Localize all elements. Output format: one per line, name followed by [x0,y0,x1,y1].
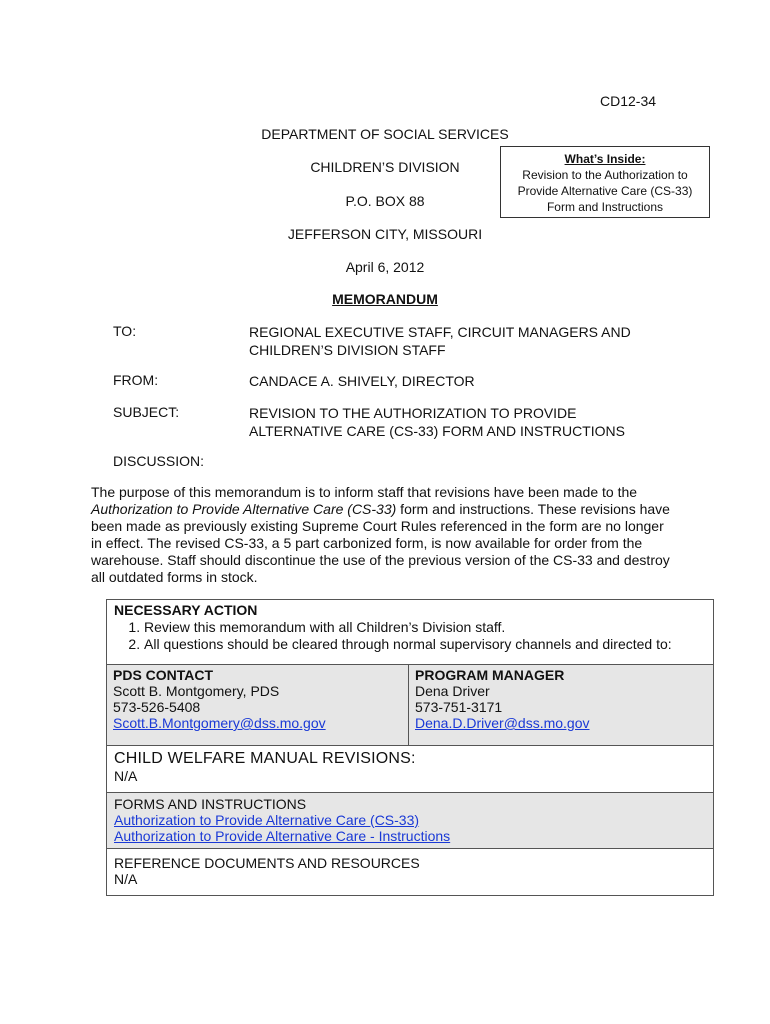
subject-value [249,404,625,440]
city-state: JEFFERSON CITY, MISSOURI [287,226,483,242]
contacts-row [106,664,714,746]
discussion-label: DISCUSSION: [113,453,205,469]
list-item: 2. All questions should be cleared through normal supervisory channels and directed to: [144,636,706,653]
program-manager-name: Dena Driver [415,683,490,699]
subject-line: ALTERNATIVE CARE (CS-33) FORM AND INSTRUCTIONS [249,423,625,439]
discussion-text: form and instructions. These revisions have been made as previously existing Supreme Court Rules referenced in the form are no longer in effect. The revised CS-33, a 5 part carbonized form, is now available for order from the warehouse. Staff should discontinue the use of the previous version of the CS-33 and destroy all outdated forms in stock. [91,501,670,585]
program-manager-cell [409,665,713,745]
whats-inside-line: Form and Instructions [546,200,664,214]
program-manager-email-link[interactable]: Dena.D.Driver@dss.mo.gov [415,715,590,731]
necessary-action-box [106,599,714,665]
necessary-action-title: NECESSARY ACTION [114,602,258,618]
whats-inside-line: Provide Alternative Care (CS-33) [517,184,693,198]
necessary-action-list [114,619,706,653]
program-manager-phone: 573-751-3171 [415,699,503,715]
memo-title: MEMORANDUM [332,291,438,307]
whats-inside-title: What’s Inside: [564,152,646,166]
program-manager-title: PROGRAM MANAGER [415,667,565,683]
forms-box [106,792,714,849]
pds-contact-email-link[interactable]: Scott.B.Montgomery@dss.mo.gov [113,715,326,731]
manual-revisions-box [106,745,714,793]
subject-label: SUBJECT: [113,404,180,420]
cs33-instructions-link[interactable]: Authorization to Provide Alternative Care - Instructions [114,828,451,844]
to-label: TO: [113,323,137,339]
references-box [106,848,714,896]
pds-contact-phone: 573-526-5408 [113,699,201,715]
from-label: FROM: [113,372,159,388]
references-value: N/A [114,871,138,887]
pds-contact-cell [107,665,409,745]
discussion-text: The purpose of this memorandum is to inform staff that revisions have been made to the [91,484,638,500]
references-title: REFERENCE DOCUMENTS AND RESOURCES [114,855,420,871]
to-line: REGIONAL EXECUTIVE STAFF, CIRCUIT MANAGERS AND [249,324,631,340]
manual-revisions-value: N/A [114,768,138,784]
to-line: CHILDREN’S DIVISION STAFF [249,342,446,358]
list-item: 1. Review this memorandum with all Children’s Division staff. [144,619,706,636]
division-name: CHILDREN’S DIVISION [310,159,460,175]
discussion-paragraph [91,484,671,586]
department-name: DEPARTMENT OF SOCIAL SERVICES [261,126,509,142]
from-value: CANDACE A. SHIVELY, DIRECTOR [249,373,475,389]
document-code: CD12-34 [600,93,657,109]
cs33-form-link[interactable]: Authorization to Provide Alternative Care (CS-33) [114,812,420,828]
whats-inside-line: Revision to the Authorization to [522,168,688,182]
to-value [249,323,631,359]
pds-contact-name: Scott B. Montgomery, PDS [113,683,280,699]
memo-date: April 6, 2012 [345,259,425,275]
manual-revisions-title: CHILD WELFARE MANUAL REVISIONS: [114,750,416,767]
po-box: P.O. BOX 88 [345,193,425,209]
discussion-form-name: Authorization to Provide Alternative Care (CS-33) [91,501,397,517]
pds-contact-title: PDS CONTACT [113,667,214,683]
subject-line: REVISION TO THE AUTHORIZATION TO PROVIDE [249,405,577,421]
forms-title: FORMS AND INSTRUCTIONS [114,796,307,812]
whats-inside-box [500,146,710,218]
